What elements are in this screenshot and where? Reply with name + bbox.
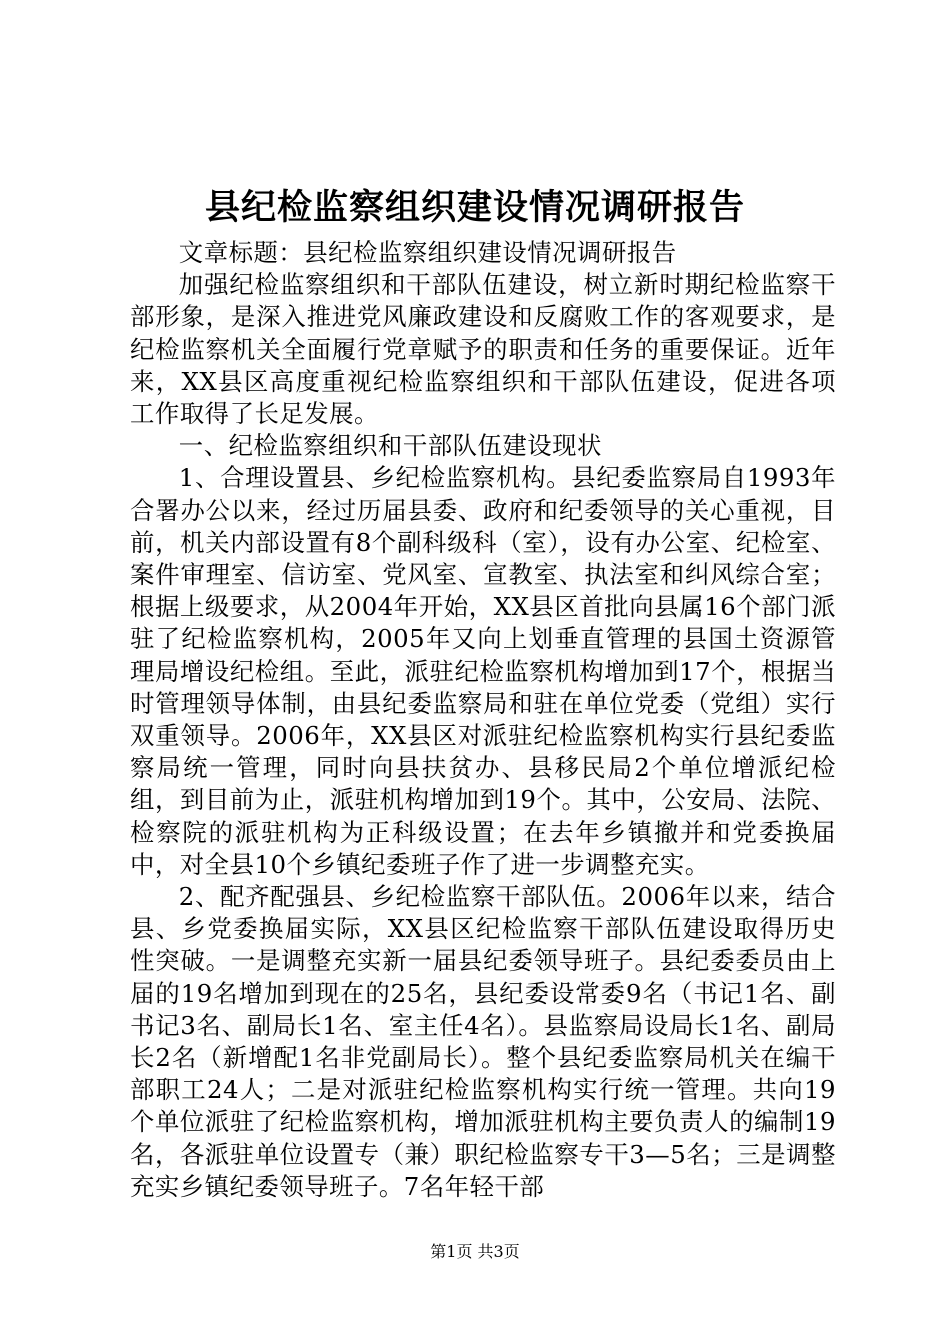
document-body [130,237,836,1203]
page-footer: 第1页 共3页 [430,1242,520,1261]
document-title: 县纪检监察组织建设情况调研报告 [204,187,745,228]
body-paragraph-2: 2、配齐配强县、乡纪检监察干部队伍。2006年以来，结合县、乡党委换届实际，XX县区纪检监察干部队伍建设取得历史性突破。一是调整充实新一届县纪委领导班子。县纪委委员由上届的19名增加到现在的25名，县纪委设常委9名（书记1名、副书记3名、副局长1名、室主任4名）。县监察局设局长1名、副局长2名（新增配1名非党副局长）。整个县纪委监察局机关在编干部职工24人；二是对派驻纪检监察机构实行统一管理。共向19个单位派驻了纪检监察机构，增加派驻机构主要负责人的编制19名，各派驻单位设置专（兼）职纪检监察专干3—5名；三是调整充实乡镇纪委领导班子。7名年轻干部 [130,882,836,1201]
article-title-line: 文章标题：县纪检监察组织建设情况调研报告 [178,238,677,267]
body-paragraph-1: 1、合理设置县、乡纪检监察机构。县纪委监察局自1993年合署办公以来，经过历届县委、政府和纪委领导的关心重视，目前，机关内部设置有8个副科级科（室），设有办公室、纪检室、案件审理室、信访室、党风室、宣教室、执法室和纠风综合室；根据上级要求，从2004年开始，XX县区首批向县属16个部门派驻了纪检监察机构，2005年又向上划垂直管理的县国土资源管理局增设纪检组。至此，派驻纪检监察机构增加到17个，根据当时管理领导体制，由县纪委监察局和驻在单位党委（党组）实行双重领导。2006年，XX县区对派驻纪检监察机构实行县纪委监察局统一管理，同时向县扶贫办、县移民局2个单位增派纪检组，到目前为止，派驻机构增加到19个。其中，公安局、法院、检察院的派驻机构为正科级设置；在去年乡镇撤并和党委换届中，对全县10个乡镇纪委班子作了进一步调整充实。 [130,463,836,879]
section-heading: 一、纪检监察组织和干部队伍建设现状 [178,431,602,461]
intro-paragraph: 加强纪检监察组织和干部队伍建设，树立新时期纪检监察干部形象，是深入推进党风廉政建设和反腐败工作的客观要求，是纪检监察机关全面履行党章赋予的职责和任务的重要保证。近年来，XX县区高度重视纪检监察组织和干部队伍建设，促进各项工作取得了长足发展。 [130,270,836,429]
